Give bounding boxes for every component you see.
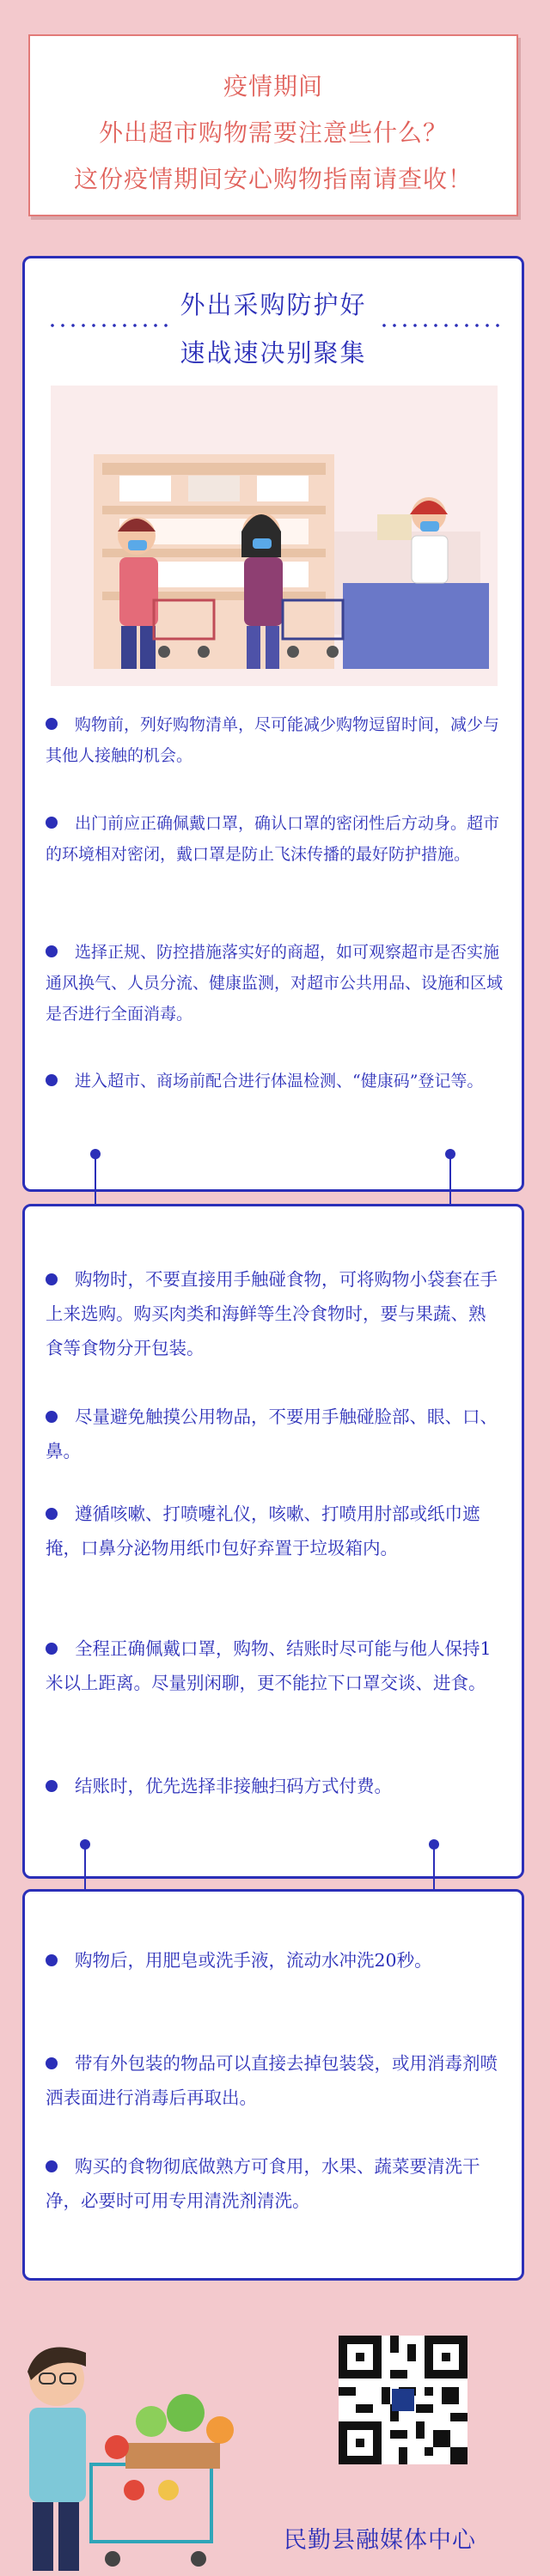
bullet-icon: [46, 1780, 58, 1792]
list-item: 购物后，用肥皂或洗手液，流动水冲洗20秒。: [46, 1943, 503, 1978]
list-item: 遵循咳嗽、打喷嚏礼仪，咳嗽、打喷用肘部或纸巾遮掩，口鼻分泌物用纸巾包好弃置于垃圾箱内。: [46, 1504, 480, 1558]
heading-line-1: 外出采购防护好: [180, 290, 367, 319]
bullet-icon: [46, 2057, 58, 2069]
title-line-1: 疫情期间: [223, 72, 323, 100]
bullet-icon: [46, 1508, 58, 1520]
bullet-icon: [46, 1074, 58, 1086]
bullet-icon: [46, 1954, 58, 1966]
dotted-line-left: [47, 324, 168, 327]
list-item: 选择正规、防控措施落实好的商超，如可观察超市是否实施通风换气、人员分流、健康监测，对超市公共用品、设施和区域是否进行全面消毒。: [46, 943, 504, 1024]
list-item: 进入超市、商场前配合进行体温检测、“健康码”登记等。: [46, 1066, 503, 1097]
bullet-icon: [46, 1273, 58, 1285]
panel-while-shopping: [22, 1204, 524, 1879]
shopper-cart-illustration: [5, 2318, 263, 2576]
title-line-3: 这份疫情期间安心购物指南请查收！: [73, 165, 473, 193]
title-card: [28, 34, 518, 216]
list-item: 结账时，优先选择非接触扫码方式付费。: [46, 1769, 503, 1803]
dotted-line-right: [379, 324, 499, 327]
title-line-2: 外出超市购物需要注意些什么？: [98, 118, 448, 147]
bullet-icon: [46, 817, 58, 829]
qr-code-image: [339, 2336, 468, 2464]
heading-line-2: 速战速决别聚集: [180, 338, 367, 368]
panel-after-shopping: [22, 1889, 524, 2281]
list-item: 全程正确佩戴口罩，购物、结账时尽可能与他人保持1米以上距离。尽量别闲聊，更不能拉下口罩交谈、进食。: [46, 1638, 492, 1693]
bullet-icon: [46, 1411, 58, 1423]
panel-heading: [25, 258, 522, 377]
organization-name: 民勤县融媒体中心: [284, 2527, 476, 2554]
bullet-icon: [46, 945, 58, 957]
list-item: 带有外包装的物品可以直接去掉包装袋，或用消毒剂喷洒表面进行消毒后再取出。: [46, 2053, 498, 2108]
bullet-icon: [46, 1643, 58, 1655]
list-item: 购物时，不要直接用手触碰食物，可将购物小袋套在手上来选购。购买肉类和海鲜等生冷食物时，要与果蔬、熟食等食物分开包装。: [46, 1269, 498, 1358]
bullet-icon: [46, 2160, 58, 2172]
bullet-icon: [46, 718, 58, 730]
list-item: 购物前，列好购物清单，尽可能减少购物逗留时间，减少与其他人接触的机会。: [46, 715, 500, 765]
panel-before-shopping: [22, 256, 524, 1192]
list-item: 出门前应正确佩戴口罩，确认口罩的密闭性后方动身。超市的环境相对密闭，戴口罩是防止飞沫传播的最好防护措施。: [46, 814, 500, 864]
list-item: 购买的食物彻底做熟方可食用，水果、蔬菜要清洗干净，必要时可用专用清洗剂清洗。: [46, 2156, 480, 2211]
supermarket-illustration: [51, 386, 498, 686]
list-item: 尽量避免触摸公用物品，不要用手触碰脸部、眼、口、鼻。: [46, 1406, 498, 1461]
